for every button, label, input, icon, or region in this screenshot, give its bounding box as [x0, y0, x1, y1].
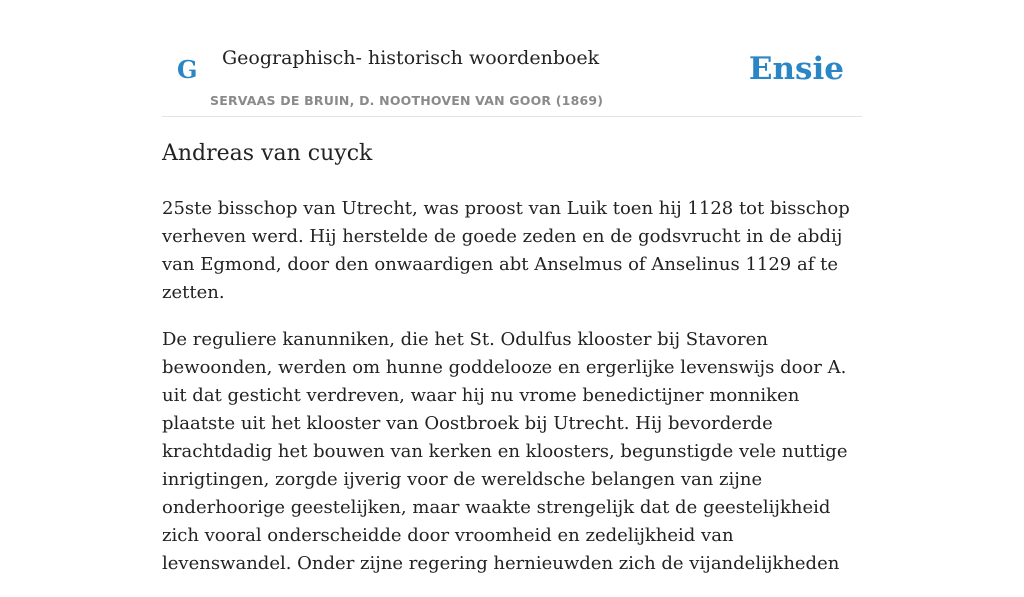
article	[162, 138, 862, 597]
book-authors: SERVAAS DE BRUIN, D. NOOTHOVEN VAN GOOR (1869)	[210, 93, 604, 108]
ensie-logo[interactable]: Ensie	[748, 51, 844, 87]
book-icon[interactable]: G	[177, 55, 198, 84]
entry-title: Andreas van cuyck	[162, 141, 373, 166]
book-header	[162, 0, 862, 117]
article-paragraph: De reguliere kanunniken, die het St. Odulfus klooster bij Stavoren bewoonden, werden om hunne goddelooze en ergerlijke levenswijs door A. uit dat gesticht verdreven, waar hij nu vrome benedictijner monniken plaatste uit het klooster van Oostbroek bij Utrecht. Hij bevorderde krachtdadig het bouwen van kerken en kloosters, begunstigde vele nuttige inrigtingen, zorgde ijverig voor de wereldsche belangen van zijne onderhoorige geestelijken, maar waakte strengelijk dat de geestelijkheid zich vooral onderscheidde door vroomheid en zedelijkheid van levenswandel. Onder zijne regering hernieuwden zich de vijandelijkheden	[162, 329, 848, 574]
book-title-link[interactable]: Geographisch- historisch woordenboek	[222, 47, 600, 69]
article-paragraph: 25ste bisschop van Utrecht, was proost van Luik toen hij 1128 tot bisschop verheven werd. Hij herstelde de goede zeden en de godsvrucht in de abdij van Egmond, door den onwaardigen abt Anselmus of Anselinus 1129 af te zetten.	[162, 198, 850, 303]
